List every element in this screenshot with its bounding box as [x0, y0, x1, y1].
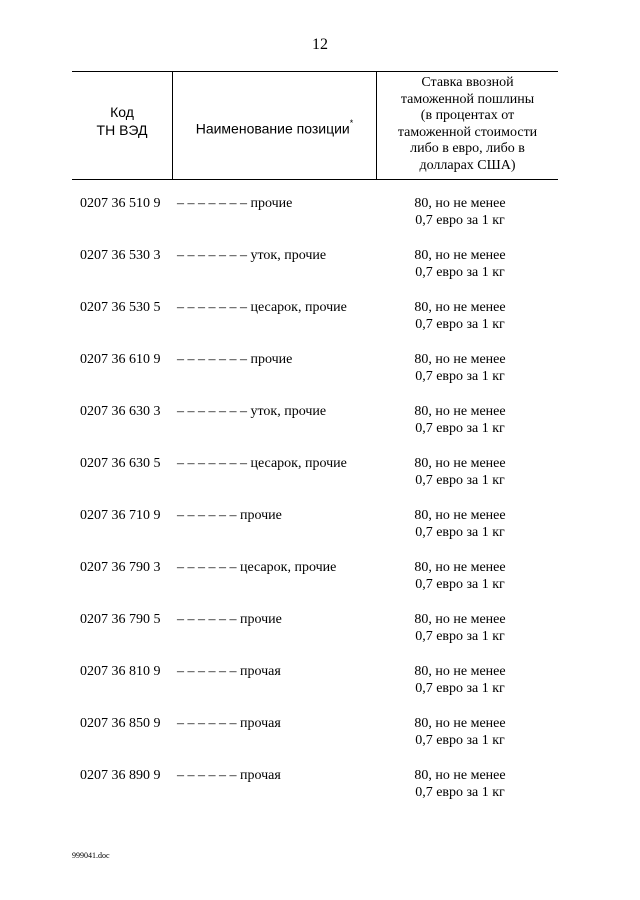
row-code: 0207 36 530 5 — [80, 300, 161, 315]
table-row — [80, 767, 560, 807]
row-rate-line: 80, но не менее — [414, 612, 506, 627]
row-description: – – – – – – – прочие — [177, 196, 293, 211]
row-description: – – – – – – прочие — [177, 508, 282, 523]
header-rate-line: таможенной пошлины — [400, 91, 535, 107]
row-description: – – – – – – прочие — [177, 612, 282, 627]
row-rate-line: 0,7 евро за 1 кг — [415, 213, 505, 228]
document-filename: 999041.doc — [72, 851, 110, 860]
table-row — [80, 611, 560, 651]
row-rate-line: 80, но не менее — [414, 404, 506, 419]
row-code: 0207 36 810 9 — [80, 664, 161, 679]
row-description: – – – – – – – уток, прочие — [177, 404, 327, 419]
table-row — [80, 195, 560, 235]
row-code: 0207 36 510 9 — [80, 196, 161, 211]
row-description: – – – – – – цесарок, прочие — [177, 560, 337, 575]
row-code: 0207 36 630 3 — [80, 404, 161, 419]
row-rate-line: 80, но не менее — [414, 352, 506, 367]
row-rate-line: 80, но не менее — [414, 560, 506, 575]
row-description: – – – – – – прочая — [177, 716, 281, 731]
table-row — [80, 507, 560, 547]
row-code: 0207 36 790 5 — [80, 612, 161, 627]
row-rate-line: 0,7 евро за 1 кг — [415, 577, 505, 592]
row-rate — [390, 611, 530, 645]
row-rate-line: 80, но не менее — [414, 768, 506, 783]
row-rate-line: 0,7 евро за 1 кг — [415, 369, 505, 384]
table-row — [80, 299, 560, 339]
row-code: 0207 36 630 5 — [80, 456, 161, 471]
row-rate-line: 80, но не менее — [414, 508, 506, 523]
row-rate-line: 80, но не менее — [414, 300, 506, 315]
row-rate — [390, 663, 530, 697]
row-rate-line: 0,7 евро за 1 кг — [415, 265, 505, 280]
header-name — [173, 116, 376, 138]
row-code: 0207 36 610 9 — [80, 352, 161, 367]
row-description: – – – – – – – уток, прочие — [177, 248, 327, 263]
row-description: – – – – – – – прочие — [177, 352, 293, 367]
table-header — [72, 71, 558, 180]
row-rate — [390, 299, 530, 333]
header-code-line: ТН ВЭД — [96, 122, 148, 138]
row-rate — [390, 351, 530, 385]
row-rate-line: 0,7 евро за 1 кг — [415, 317, 505, 332]
row-rate-line: 0,7 евро за 1 кг — [415, 421, 505, 436]
row-rate-line: 80, но не менее — [414, 664, 506, 679]
header-rate-line: (в процентах от — [420, 108, 515, 123]
header-rate-line: долларах США) — [419, 157, 516, 173]
header-rate-line: Ставка ввозной — [421, 75, 514, 90]
row-rate — [390, 403, 530, 437]
table-row — [80, 559, 560, 599]
header-rate-line: таможенной стоимости — [397, 124, 538, 140]
row-rate-line: 0,7 евро за 1 кг — [415, 525, 505, 540]
row-code: 0207 36 890 9 — [80, 768, 161, 783]
row-rate — [390, 247, 530, 281]
header-rate — [377, 75, 558, 174]
row-rate-line: 80, но не менее — [414, 248, 506, 263]
table-row — [80, 715, 560, 755]
row-description: – – – – – – – цесарок, прочие — [177, 300, 347, 315]
row-rate-line: 0,7 евро за 1 кг — [415, 733, 505, 748]
row-rate-line: 0,7 евро за 1 кг — [415, 473, 505, 488]
row-rate-line: 80, но не менее — [414, 196, 506, 211]
table-row — [80, 247, 560, 287]
table-row — [80, 403, 560, 443]
row-description: – – – – – – – цесарок, прочие — [177, 456, 347, 471]
page-number: 12 — [312, 36, 328, 53]
row-rate — [390, 767, 530, 801]
row-rate-line: 0,7 евро за 1 кг — [415, 785, 505, 800]
row-rate-line: 80, но не менее — [414, 456, 506, 471]
row-rate-line: 80, но не менее — [414, 716, 506, 731]
table-row — [80, 455, 560, 495]
row-code: 0207 36 710 9 — [80, 508, 161, 523]
row-rate — [390, 507, 530, 541]
row-code: 0207 36 530 3 — [80, 248, 161, 263]
row-rate — [390, 559, 530, 593]
table-row — [80, 351, 560, 391]
footnote-marker: * — [349, 118, 354, 128]
row-code: 0207 36 850 9 — [80, 716, 161, 731]
row-rate — [390, 195, 530, 229]
row-rate — [390, 455, 530, 489]
header-code — [72, 103, 172, 139]
row-rate-line: 0,7 евро за 1 кг — [415, 629, 505, 644]
row-rate — [390, 715, 530, 749]
row-description: – – – – – – прочая — [177, 768, 281, 783]
row-rate-line: 0,7 евро за 1 кг — [415, 681, 505, 696]
table-row — [80, 663, 560, 703]
row-description: – – – – – – прочая — [177, 664, 281, 679]
header-rate-line: либо в евро, либо в — [410, 141, 525, 156]
row-code: 0207 36 790 3 — [80, 560, 161, 575]
header-name-label: Наименование позиции — [195, 120, 350, 137]
header-code-line: Код — [110, 104, 134, 120]
